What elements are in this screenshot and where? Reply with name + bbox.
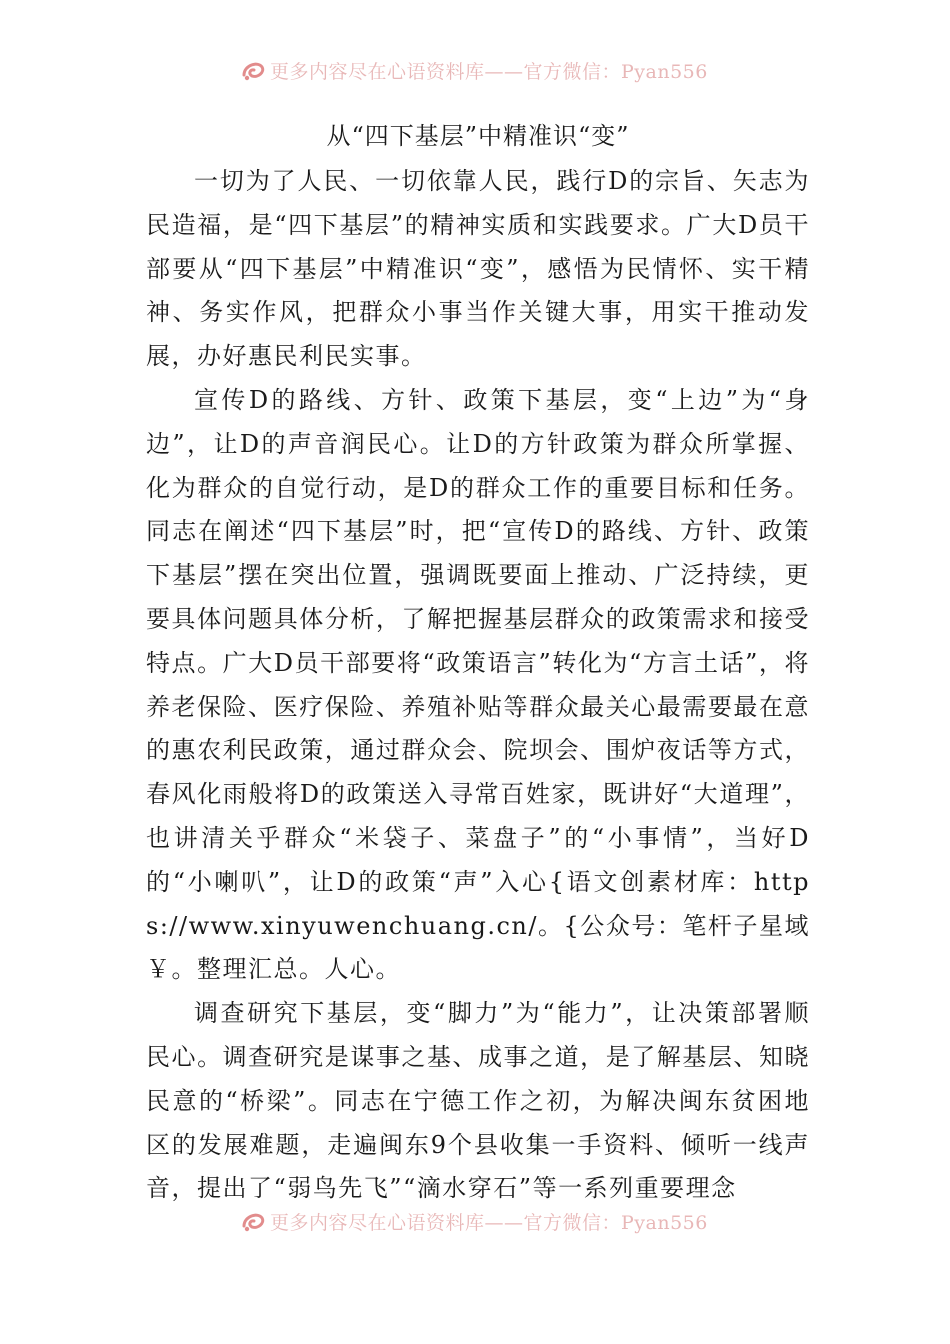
paragraph: 调查研究下基层，变“脚力”为“能力”，让决策部署顺民心。调查研究是谋事之基、成事之道，是了解基层、知晓民意的“桥梁”。同志在宁德工作之初，为解决闽东贫困地区的发展难题，走遍闽东9个县收集一手资料、倾听一线声音，提出了“弱鸟先飞”“滴水穿石”等一系列重要理念 [146, 999, 810, 1203]
watermark-text: 更多内容尽在心语资料库——官方微信：Pyan556 [270, 60, 708, 83]
watermark-header [240, 56, 708, 84]
document-page [146, 116, 810, 1211]
document-title: 从“四下基层”中精准识“变” [326, 122, 630, 150]
swirl-logo-icon [240, 1208, 266, 1234]
paragraph: 一切为了人民、一切依靠人民，践行D的宗旨、矢志为民造福，是“四下基层”的精神实质和实践要求。广大D员干部要从“四下基层”中精准识“变”，感悟为民情怀、实干精神、务实作风，把群众小事当作关键大事，用实干推动发展，办好惠民利民实事。 [146, 167, 810, 371]
watermark-text: 更多内容尽在心语资料库——官方微信：Pyan556 [270, 1211, 708, 1234]
paragraph: 宣传D的路线、方针、政策下基层，变“上边”为“身边”，让D的声音润民心。让D的方针政策为群众所掌握、化为群众的自觉行动，是D的群众工作的重要目标和任务。同志在阐述“四下基层”时，把“宣传D的路线、方针、政策下基层”摆在突出位置，强调既要面上推动、广泛持续，更要具体问题具体分析，了解把握基层群众的政策需求和接受特点。广大D员干部要将“政策语言”转化为“方言土话”，将养老保险、医疗保险、养殖补贴等群众最关心最需要最在意的惠农利民政策，通过群众会、院坝会、围炉夜话等方式，春风化雨般将D的政策送入寻常百姓家，既讲好“大道理”，也讲清关乎群众“米袋子、菜盘子”的“小事情”，当好D的“小喇叭”，让D的政策“声”入心{语文创素材库：https://www.xinyuwenchuang.cn/。{公众号：笔杆子星域￥。整理汇总。人心。 [146, 385, 810, 984]
watermark-footer [240, 1207, 708, 1235]
swirl-logo-icon [240, 57, 266, 83]
